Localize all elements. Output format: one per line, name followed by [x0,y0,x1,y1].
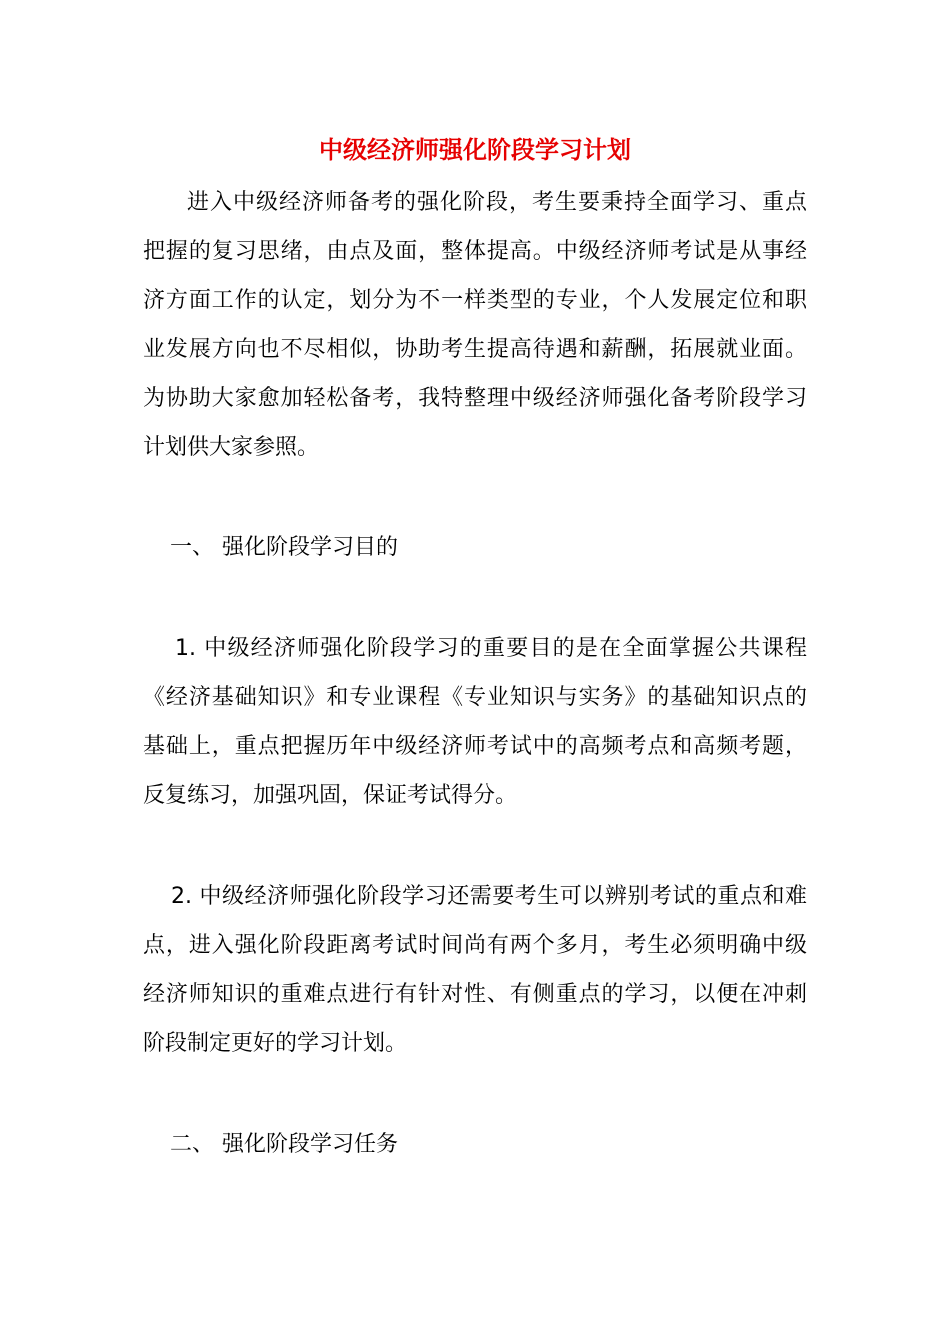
text-line: 反复练习，加强巩固，保证考试得分。 [143,783,518,808]
text-line: 进入中级经济师备考的强化阶段，考生要秉持全面学习、重点 [187,190,807,215]
text-line: 经济师知识的重难点进行有针对性、有侧重点的学习，以便在冲刺 [143,982,807,1007]
section-heading-2 [170,1127,398,1163]
item-paragraph-1 [143,624,807,820]
document-title: 中级经济师强化阶段学习计划 [319,136,631,164]
section-heading-text: 强化阶段学习任务 [222,1132,399,1157]
intro-paragraph [143,178,807,472]
text-line: 1. 中级经济师强化阶段学习的重要目的是在全面掌握公共课程 [175,636,807,661]
text-line: 点，进入强化阶段距离考试时间尚有两个多月，考生必须明确中级 [143,933,807,958]
text-line: 业发展方向也不尽相似，协助考生提高待遇和薪酬，拓展就业面。 [143,337,807,362]
text-line: 计划供大家参照。 [143,435,320,460]
text-line: 2. 中级经济师强化阶段学习还需要考生可以辨别考试的重点和难 [171,884,807,909]
section-number: 二、 [170,1132,215,1157]
text-line: 为协助大家愈加轻松备考，我特整理中级经济师强化备考阶段学习 [143,386,807,411]
text-line: 济方面工作的认定，划分为不一样类型的专业，个人发展定位和职 [143,288,807,313]
section-heading-text: 强化阶段学习目的 [222,535,399,560]
text-line: 基础上，重点把握历年中级经济师考试中的高频考点和高频考题， [143,734,807,759]
section-number: 一、 [170,535,215,560]
text-line: 阶段制定更好的学习计划。 [143,1031,408,1056]
section-heading-1 [170,530,398,566]
text-line: 把握的复习思绪，由点及面，整体提高。中级经济师考试是从事经 [143,239,807,264]
text-line: 《经济基础知识》和专业课程《专业知识与实务》的基础知识点的 [143,685,807,710]
item-paragraph-2 [143,872,807,1068]
